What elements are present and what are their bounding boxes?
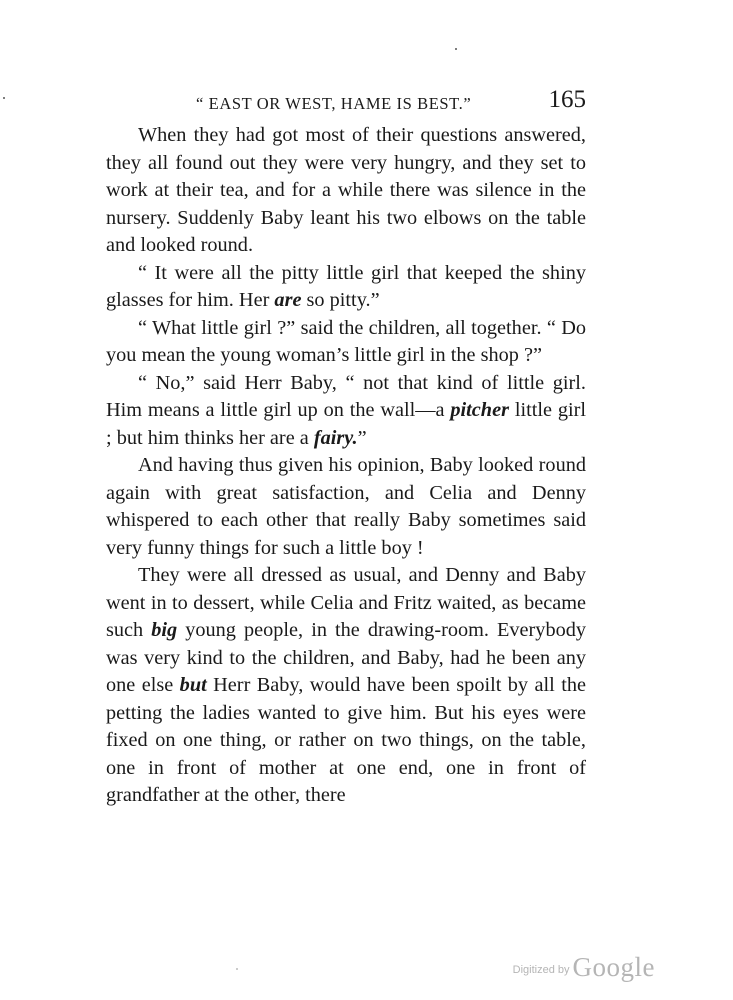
body-text [106,122,586,810]
text-run: They were all dressed as usual, and Denny and Baby went in to dessert, while Celia and Fritz waited, as became such [106,564,586,641]
text-run: Herr Baby, would have been spoilt by all the petting the ladies wanted to give him. But his eyes were fixed on one thing, or rather on two things, on the table, one in front of mother at one end, one in front of grandfather at the other, there [106,674,586,806]
scan-speck [236,968,238,970]
emphasis-text: fairy. [313,426,358,449]
running-head: “ EAST OR WEST, HAME IS BEST.” [196,94,472,113]
text-run: “ No,” said Herr Baby, “ not that kind of little girl. Him means a little girl up on the wall—a [106,371,586,421]
scan-speck [3,97,5,99]
paragraph [106,452,586,562]
paragraph [106,315,586,370]
text-run: “ It were all the pitty little girl that keeped the shiny glasses for him. Her [106,261,586,311]
emphasis-text: are [274,289,302,311]
page-header [106,86,586,120]
page-number: 165 [548,86,586,113]
google-logo: Google [572,952,655,982]
text-run: When they had got most of their questions answered, they all found out they were very hungry, and they set to work at their tea, and for a while there was silence in the nursery. Suddenly Baby leant his two elbows on the table and looked round. [106,124,586,256]
emphasis-text: big [151,619,178,641]
digitization-watermark [513,952,655,983]
emphasis-text: but [179,674,207,696]
paragraph [106,562,586,810]
text-run: so pitty.” [301,289,380,311]
text-run: And having thus given his opinion, Baby looked round again with great satisfaction, and Celia and Denny whispered to each other that really Baby sometimes said very funny things for such a little boy ! [106,454,586,559]
scan-speck [455,48,457,50]
text-run: young people, in the drawing-room. Everybody was very kind to the children, and Baby, had he been any one else [106,619,587,696]
text-run: ” [357,426,367,449]
text-run: “ What little girl ?” said the children, all together. “ Do you mean the young woman’s little girl in the shop ?” [106,316,586,366]
text-run: little girl ; but him thinks her are a [106,399,587,449]
paragraph [106,122,586,260]
paragraph [106,370,586,453]
emphasis-text: pitcher [450,399,509,421]
paragraph [106,260,586,315]
digitized-label: Digitized by [512,964,570,976]
